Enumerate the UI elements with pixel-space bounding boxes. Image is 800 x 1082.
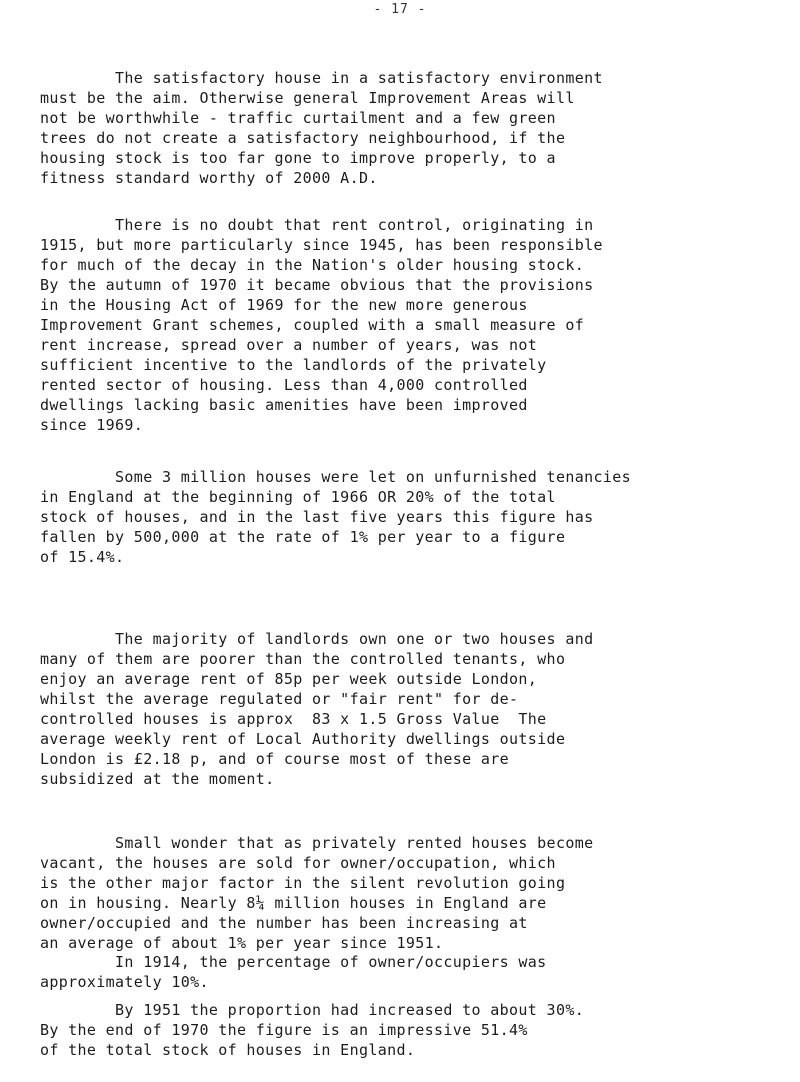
text-line: By the autumn of 1970 it became obvious that the provisions (40, 276, 594, 294)
text-line: subsidized at the moment. (40, 770, 275, 788)
page-number: - 17 - (373, 2, 427, 17)
text-line: By the end of 1970 the figure is an impressive 51.4% (40, 1021, 528, 1039)
text-line: There is no doubt that rent control, originating in (40, 216, 594, 234)
text-line: London is £2.18 p, and of course most of these are (40, 750, 510, 768)
text-line: Small wonder that as privately rented houses become (40, 834, 594, 852)
text-line: is the other major factor in the silent revolution going (40, 874, 566, 892)
text-line: vacant, the houses are sold for owner/occupation, which (40, 854, 556, 872)
text-line: average weekly rent of Local Authority dwellings outside (40, 730, 566, 748)
text-line: In 1914, the percentage of owner/occupiers was (40, 953, 547, 971)
text-line: rent increase, spread over a number of years, was not (40, 336, 538, 354)
text-line: trees do not create a satisfactory neighbourhood, if the (40, 129, 566, 147)
text-line: fallen by 500,000 at the rate of 1% per year to a figure (40, 528, 566, 546)
text-line: many of them are poorer than the controlled tenants, who (40, 650, 566, 668)
text-line: of 15.4%. (40, 548, 125, 566)
text-line: housing stock is too far gone to improve properly, to a (40, 149, 556, 167)
text-line: 1915, but more particularly since 1945, has been responsible (40, 236, 603, 254)
text-line: on in housing. Nearly 8¼ million houses in England are (40, 894, 547, 912)
text-line: dwellings lacking basic amenities have been improved (40, 396, 528, 414)
text-line: Some 3 million houses were let on unfurnished tenancies (40, 468, 631, 486)
text-line: an average of about 1% per year since 1951. (40, 934, 444, 952)
text-line: since 1969. (40, 416, 144, 434)
text-line: By 1951 the proportion had increased to about 30%. (40, 1001, 585, 1019)
text-line: approximately 10%. (40, 973, 209, 991)
text-line: in the Housing Act of 1969 for the new more generous (40, 296, 528, 314)
text-line: The majority of landlords own one or two houses and (40, 630, 594, 648)
text-line: rented sector of housing. Less than 4,000 controlled (40, 376, 528, 394)
text-line: Improvement Grant schemes, coupled with a small measure of (40, 316, 585, 334)
text-line: for much of the decay in the Nation's older housing stock. (40, 256, 585, 274)
text-line: must be the aim. Otherwise general Improvement Areas will (40, 89, 575, 107)
text-line: stock of houses, and in the last five years this figure has (40, 508, 594, 526)
text-line: not be worthwhile - traffic curtailment and a few green (40, 109, 556, 127)
text-line: fitness standard worthy of 2000 A.D. (40, 169, 378, 187)
text-line: whilst the average regulated or "fair rent" for de- (40, 690, 519, 708)
text-line: owner/occupied and the number has been increasing at (40, 914, 528, 932)
text-line: sufficient incentive to the landlords of the privately (40, 356, 547, 374)
text-line: enjoy an average rent of 85p per week outside London, (40, 670, 538, 688)
text-line: of the total stock of houses in England. (40, 1041, 416, 1059)
text-line: controlled houses is approx 83 x 1.5 Gross Value The (40, 710, 547, 728)
text-line: The satisfactory house in a satisfactory environment (40, 69, 603, 87)
text-line: in England at the beginning of 1966 OR 20% of the total (40, 488, 556, 506)
